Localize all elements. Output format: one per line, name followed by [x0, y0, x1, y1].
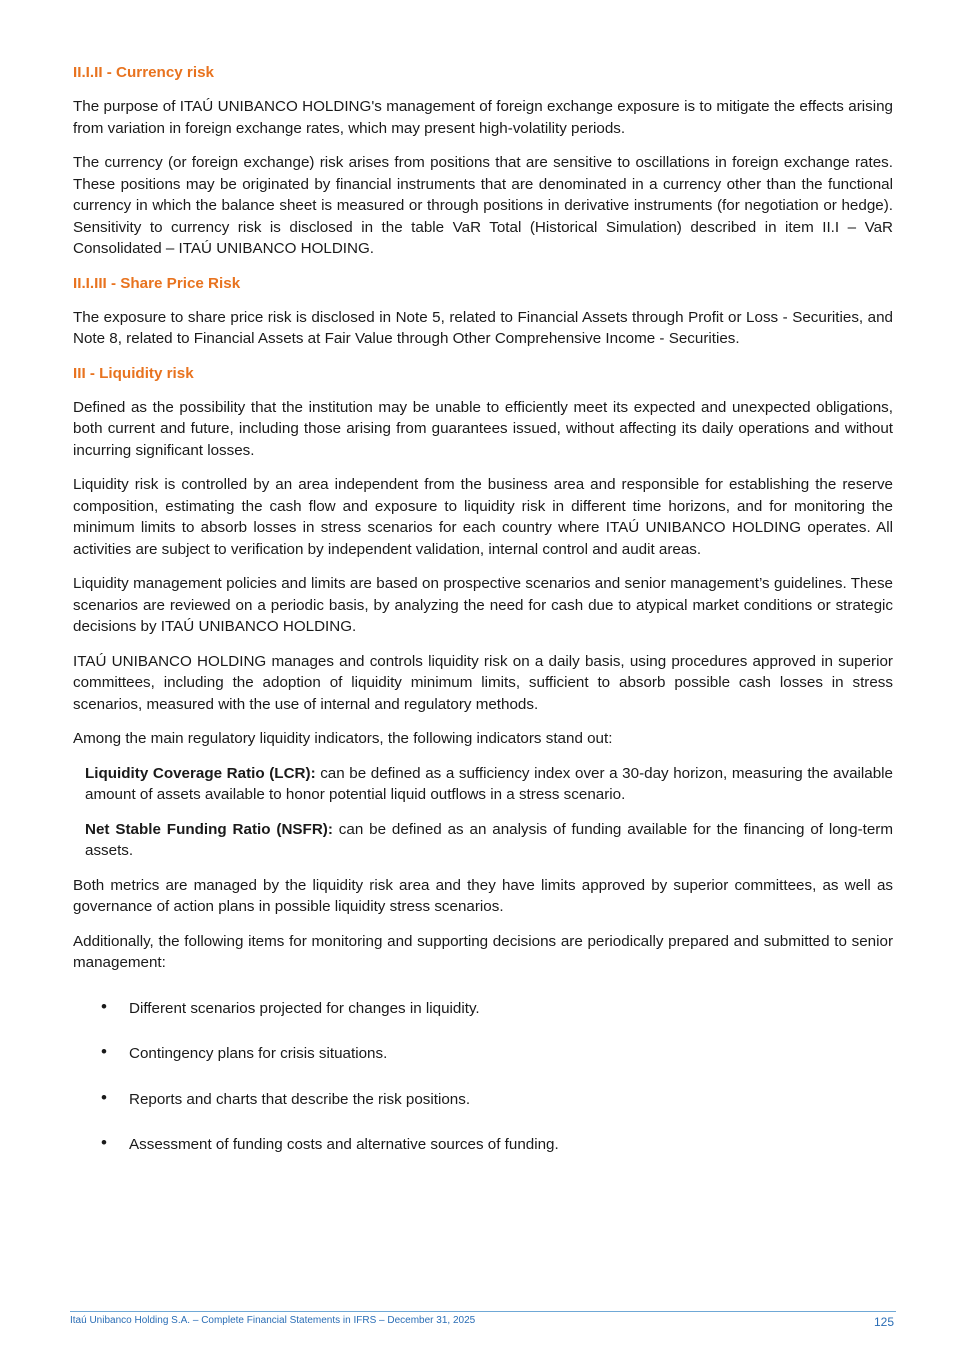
paragraph: The purpose of ITAÚ UNIBANCO HOLDING's management of foreign exchange exposure is to mitigate the effects arising from variation in foreign exchange rates, which may present high-volatility periods.	[73, 98, 893, 137]
footer-text: Itaú Unibanco Holding S.A. – Complete Financial Statements in IFRS – December 31, 2025	[70, 1315, 476, 1326]
bullet-icon: •	[101, 996, 107, 1016]
page-number: 125	[873, 1315, 894, 1329]
paragraph: Additionally, the following items for monitoring and supporting decisions are periodically prepared and submitted to senior management:	[73, 932, 893, 971]
bullet-icon: •	[101, 1133, 107, 1152]
list-item-text: Reports and charts that describe the risk positions.	[129, 1090, 471, 1108]
document-body	[73, 62, 893, 1180]
list-item-text: Different scenarios projected for changes in liquidity.	[129, 999, 480, 1017]
heading-liquidity-risk: III - Liquidity risk	[73, 364, 194, 382]
lcr-text: can be defined as a sufficiency index over a 30-day horizon, measuring the available amount of assets available to honor potential liquid outflows in a stress scenario.	[85, 764, 893, 803]
lcr-definition	[85, 763, 893, 806]
list-item-text: Contingency plans for crisis situations.	[129, 1045, 388, 1062]
paragraph: Among the main regulatory liquidity indicators, the following indicators stand out:	[73, 730, 613, 747]
paragraph: Defined as the possibility that the institution may be unable to efficiently meet its expected and unexpected obligations, both current and future, including those arising from guarantees issued, without affecting its daily operations and without incurring significant losses.	[73, 398, 893, 459]
nsfr-text: can be defined as an analysis of funding available for the financing of long-term assets.	[85, 820, 894, 859]
bullet-icon: •	[101, 1087, 107, 1107]
list-item	[73, 1043, 893, 1089]
nsfr-definition	[85, 819, 893, 862]
nsfr-term: Net Stable Funding Ratio (NSFR):	[85, 820, 333, 838]
paragraph: Liquidity risk is controlled by an area independent from the business area and responsible for establishing the reserve composition, estimating the cash flow and exposure to liquidity risk in different time horizons, and for monitoring the minimum limits to absorb losses in stress scenarios for each country where ITAÚ UNIBANCO HOLDING operates. All activities are subject to verification by independent validation, internal control and audit areas.	[73, 476, 893, 558]
paragraph: Liquidity management policies and limits are based on prospective scenarios and senior management’s guidelines. These scenarios are reviewed on a periodic basis, by analyzing the need for cash due to atypical market conditions or strategic decisions by ITAÚ UNIBANCO HOLDING.	[73, 575, 893, 635]
page-footer	[70, 1311, 896, 1329]
paragraph: ITAÚ UNIBANCO HOLDING manages and controls liquidity risk on a daily basis, using procedures approved in superior committees, including the adoption of liquidity minimum limits, sufficient to absorb possible cash losses in stress scenarios, measured with the use of internal and regulatory methods.	[73, 652, 893, 713]
list-item	[73, 1089, 893, 1135]
heading-share-price-risk: II.I.III - Share Price Risk	[73, 274, 241, 292]
heading-currency-risk: II.I.II - Currency risk	[73, 64, 214, 81]
bullet-icon: •	[101, 1042, 107, 1061]
paragraph: The exposure to share price risk is disclosed in Note 5, related to Financial Assets through Profit or Loss - Securities, and Note 8, related to Financial Assets at Fair Value through Other Comprehensive Income - Securities.	[73, 308, 893, 347]
list-item	[73, 1134, 893, 1180]
monitoring-items-list	[73, 998, 893, 1180]
list-item-text: Assessment of funding costs and alternative sources of funding.	[129, 1136, 559, 1153]
lcr-term: Liquidity Coverage Ratio (LCR):	[85, 764, 316, 782]
paragraph: The currency (or foreign exchange) risk arises from positions that are sensitive to oscillations in foreign exchange rates. These positions may be originated by financial instruments that are denominated in a currency other than the functional currency in which the balance sheet is measured or through positions in derivative instruments (for negotiation or hedge). Sensitivity to currency risk is disclosed in the table VaR Total (Historical Simulation) described in item II.I – VaR Consolidated – ITAÚ UNIBANCO HOLDING.	[73, 154, 893, 257]
paragraph: Both metrics are managed by the liquidity risk area and they have limits approved by superior committees, as well as governance of action plans in possible liquidity stress scenarios.	[73, 876, 893, 915]
list-item	[73, 998, 893, 1044]
